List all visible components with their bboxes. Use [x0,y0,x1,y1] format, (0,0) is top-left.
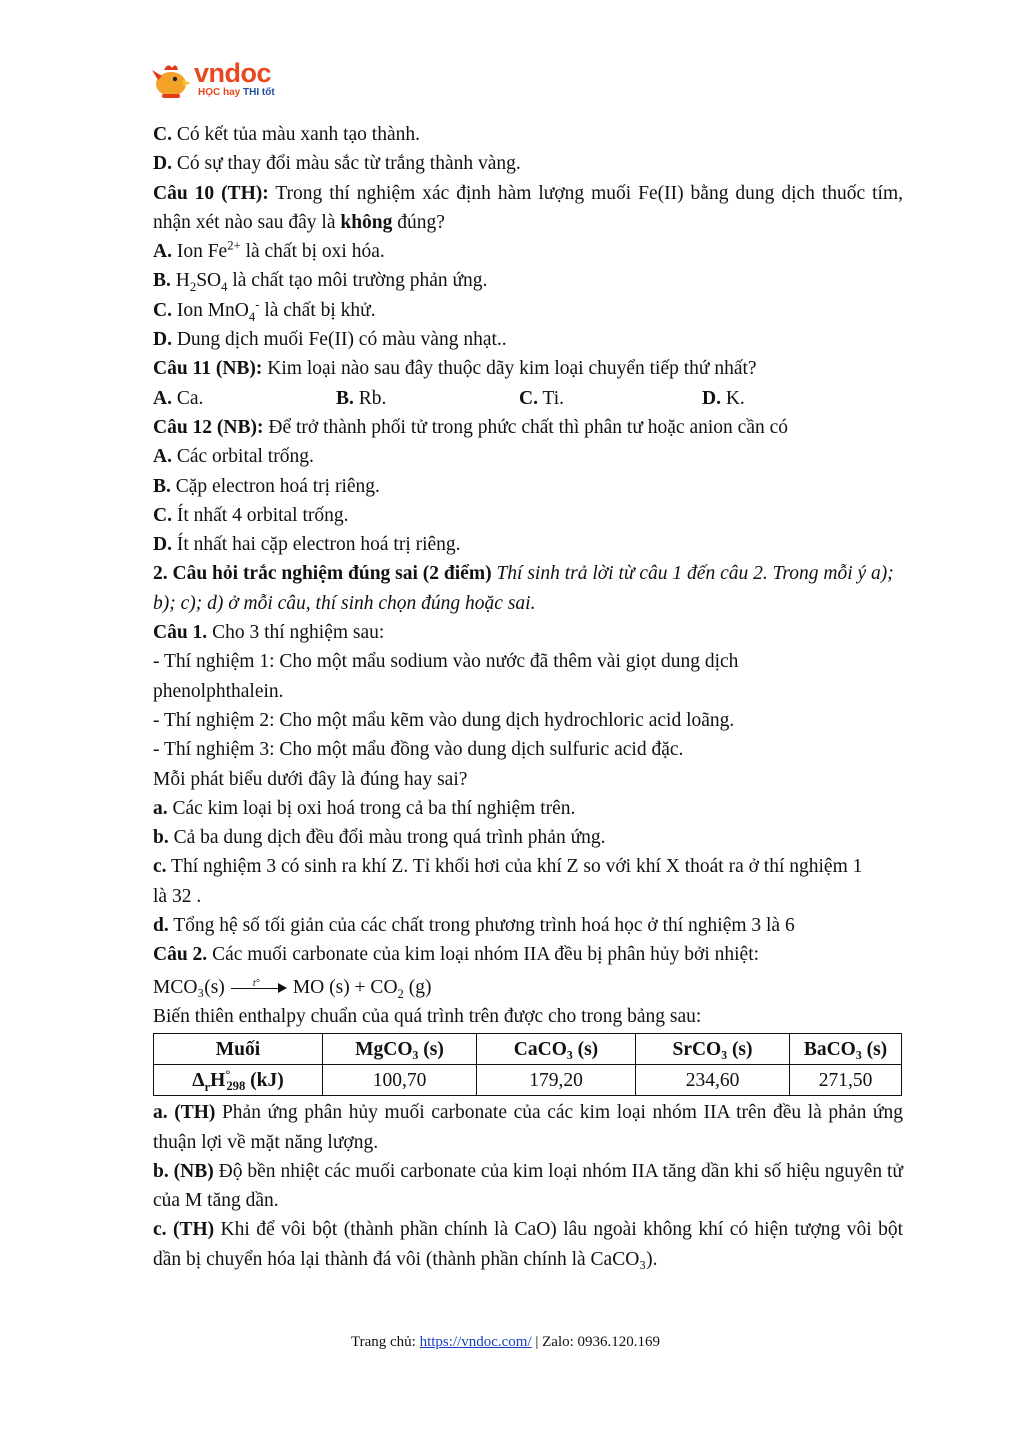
table-cell: 234,60 [636,1065,790,1096]
q10-option-a: A. Ion $Fe^{2+}$ là chất bị oxi hóa. [153,238,385,263]
q10-option-b: B. $H_2SO_4$ là chất tạo môi trường phản ứng. [153,270,488,295]
tf2-statement-a: a. (TH) Phản ứng phân hủy muối carbonate của các kim loại nhóm IIA trên đều là phản ứng thuận lợi về mặt năng lượng. [153,1102,903,1153]
table-cell: 100,70 [323,1065,477,1096]
tf1-prompt: Mỗi phát biểu dưới đây là đúng hay sai? [153,768,468,790]
rooster-mascot-icon [150,60,192,100]
table-header-cell: BaCO₃ (s) [790,1034,902,1065]
section-2-heading: 2. Câu hỏi trắc nghiệm đúng sai (2 điểm) Thí sinh trả lời từ câu 1 đến câu 2. Trong mỗi ý a); b); c); d) ở mỗi câu, thí sinh chọn đúng hoặc sai. [153,563,894,614]
tf1-stem: Câu 1. Cho 3 thí nghiệm sau: [153,622,385,644]
vndoc-logo[interactable] [150,58,290,102]
table-row [154,1065,902,1096]
enthalpy-table [153,1033,902,1096]
q11-option-c: C. Ti. [519,387,565,409]
q11-stem: Câu 11 (NB): Kim loại nào sau đây thuộc dãy kim loại chuyển tiếp thứ nhất? [153,358,757,380]
tf1-statement-c: c. Thí nghiệm 3 có sinh ra khí Z. Tỉ khối hơi của khí Z so với khí X thoát ra ở thí nghiệm 1 là 32 . [153,856,863,907]
q11-options [153,384,903,413]
table-header-cell: MgCO₃ (s) [323,1034,477,1065]
q12-option-d: D. Ít nhất hai cặp electron hoá trị riêng. [153,534,461,556]
tf2-stem: Câu 2. Các muối carbonate của kim loại nhóm IIA đều bị phân hủy bởi nhiệt: [153,944,760,966]
homepage-link[interactable]: https://vndoc.com/ [419,1334,532,1350]
table-cell: 271,50 [790,1065,902,1096]
q12-option-b: B. Cặp electron hoá trị riêng. [153,475,380,497]
tf1-statement-a: a. Các kim loại bị oxi hoá trong cả ba thí nghiệm trên. [153,797,576,819]
tf1-experiment-2: - Thí nghiệm 2: Cho một mẩu kẽm vào dung dịch hydrochloric acid loãng. [153,709,735,731]
table-header-cell: SrCO₃ (s) [636,1034,790,1065]
logo-wordmark: vndoc [194,58,272,88]
table-header-cell: Muối [154,1034,323,1065]
table-cell: 179,20 [477,1065,636,1096]
q12-option-c: C. Ít nhất 4 orbital trống. [153,504,349,526]
tf1-experiment-3: - Thí nghiệm 3: Cho một mẩu đồng vào dung dịch sulfuric acid đặc. [153,739,684,761]
q11-option-d: D. K. [702,387,745,409]
table-row-label: $\Delta_rH^\circ_{298}$ (kJ) [154,1065,323,1096]
q12-stem: Câu 12 (NB): Để trở thành phối tử trong phức chất thì phân tư hoặc anion cần có [153,416,789,438]
document-body [153,120,903,1274]
tf1-statement-b: b. Cả ba dung dịch đều đổi màu trong quá trình phản ứng. [153,827,606,849]
reaction-arrow-icon: t° [231,982,287,994]
logo-slogan: HỌC hay THI tốt [198,87,275,98]
q9-option-c: C. Có kết tủa màu xanh tạo thành. [153,124,420,145]
tf2-statement-b: b. (NB) Độ bền nhiệt các muối carbonate của kim loại nhóm IIA tăng dần khi số hiệu nguyên tử của M tăng dần. [153,1160,903,1212]
tf1-statement-d: d. Tổng hệ số tối giản của các chất trong phương trình hoá học ở thí nghiệm 3 là 6 [153,915,795,937]
q10-stem: Câu 10 (TH): Trong thí nghiệm xác định hàm lượng muối Fe(II) bằng dung dịch thuốc tím, nhận xét nào sau đây là không đúng? [153,182,903,233]
q12-option-a: A. Các orbital trống. [153,446,314,468]
q9-option-d: D. Có sự thay đổi màu sắc từ trắng thành vàng. [153,153,521,175]
page-footer: Trang chủ: https://vndoc.com/ | Zalo: 0936.120.169 [350,1334,661,1350]
q11-option-a: A. Ca. [153,387,204,409]
table-header-cell: CaCO₃ (s) [477,1034,636,1065]
q10-option-c: C. Ion MnO$_4$- là chất bị khử. [153,297,376,324]
decomposition-equation: MCO₃(s) t° MO $(s) + CO_2$ (g) [153,976,432,1001]
table-header-row [154,1034,902,1065]
q11-option-b: B. Rb. [336,387,387,409]
tf2-statement-c: c. (TH) Khi để vôi bột (thành phần chính là CaO) lâu ngoài không khí có hiện tượng vôi bột dần bị chuyển hóa lại thành đá vôi (thành phần chính là CaCO₃). [153,1219,903,1270]
q10-option-d: D. Dung dịch muối Fe(II) có màu vàng nhạt.. [153,329,507,351]
table-intro: Biến thiên enthalpy chuẩn của quá trình trên được cho trong bảng sau: [153,1005,702,1027]
tf1-experiment-1: - Thí nghiệm 1: Cho một mẩu sodium vào nước đã thêm vài giọt dung dịch phenolphthalein. [153,651,739,702]
